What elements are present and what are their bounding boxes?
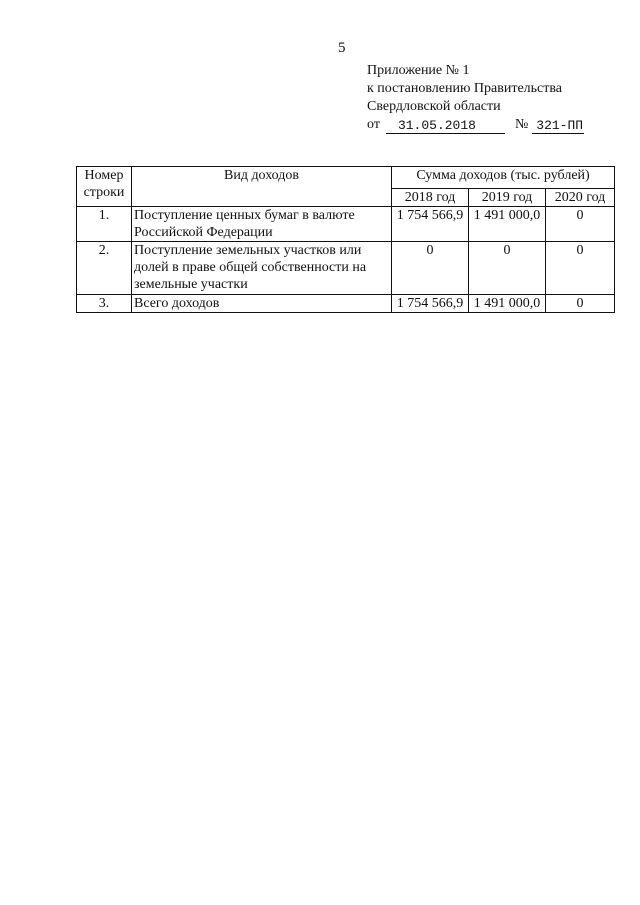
row-number: 2. bbox=[77, 242, 132, 295]
value-2020: 0 bbox=[546, 207, 615, 242]
column-header-2018: 2018 год bbox=[392, 189, 469, 207]
region-name: Свердловской области bbox=[367, 99, 501, 114]
appendix-title: Приложение № 1 bbox=[367, 63, 470, 78]
value-2018: 0 bbox=[392, 242, 469, 295]
revenue-kind: Поступление земельных участков или долей в праве общей собственности на земельные участки bbox=[132, 242, 392, 295]
revenue-kind: Всего доходов bbox=[132, 295, 392, 313]
appendix-header bbox=[367, 62, 584, 134]
column-header-revenue-kind: Вид доходов bbox=[132, 167, 392, 207]
row-number: 3. bbox=[77, 295, 132, 313]
table-row-total bbox=[77, 295, 615, 313]
value-2020: 0 bbox=[546, 242, 615, 295]
decree-date: 31.05.2018 bbox=[386, 118, 505, 134]
table-header-row bbox=[77, 167, 615, 189]
revenue-kind: Поступление ценных бумаг в валюте Российской Федерации bbox=[132, 207, 392, 242]
date-prefix: от bbox=[367, 117, 380, 132]
column-header-2019: 2019 год bbox=[469, 189, 546, 207]
table-row bbox=[77, 242, 615, 295]
decree-reference: к постановлению Правительства bbox=[367, 81, 563, 96]
revenue-table bbox=[76, 166, 615, 313]
table-row bbox=[77, 207, 615, 242]
value-2018: 1 754 566,9 bbox=[392, 295, 469, 313]
row-number: 1. bbox=[77, 207, 132, 242]
decree-date-number-line bbox=[367, 116, 584, 134]
column-header-revenue-sum: Сумма доходов (тыс. рублей) bbox=[392, 167, 615, 189]
number-prefix: № bbox=[514, 117, 529, 132]
page-number: 5 bbox=[338, 40, 346, 56]
value-2020: 0 bbox=[546, 295, 615, 313]
decree-number: 321-ПП bbox=[532, 118, 584, 134]
column-header-2020: 2020 год bbox=[546, 189, 615, 207]
column-header-row-number: Номер строки bbox=[77, 167, 132, 207]
value-2019: 1 491 000,0 bbox=[469, 295, 546, 313]
value-2019: 0 bbox=[469, 242, 546, 295]
value-2018: 1 754 566,9 bbox=[392, 207, 469, 242]
value-2019: 1 491 000,0 bbox=[469, 207, 546, 242]
